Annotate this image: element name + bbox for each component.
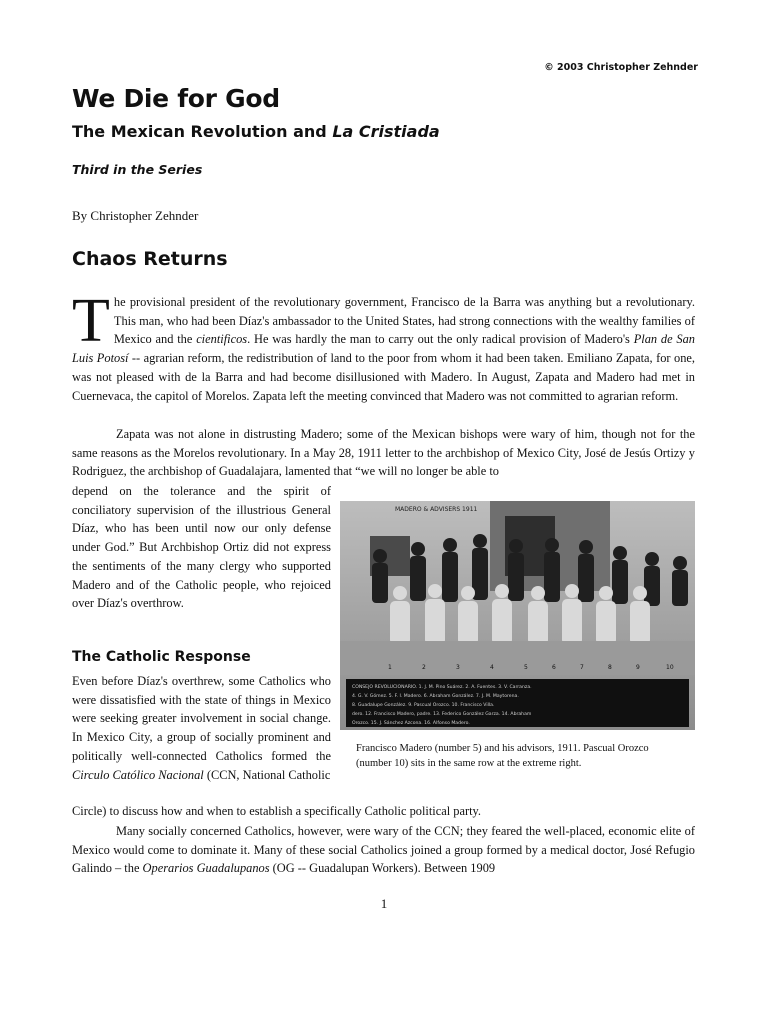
paragraph-1 (72, 287, 696, 405)
p1-text-a: he provisional president of the revolutionary government, Francisco de la Barra was anything but a revolutionary. This man, who had been Díaz's ambassador to the United States, had strong connections with the wealthy families of Mexico and the (113, 295, 695, 347)
p4-text-b: (OG -- Guadalupan Workers). Between 1909 (269, 861, 496, 876)
page-title: We Die for God (72, 84, 280, 113)
row-number-6: 6 (552, 664, 556, 671)
p1-italic-b: Plan de San Luis Potosí (72, 332, 696, 366)
page-subtitle (72, 122, 440, 141)
paragraph-2-full: Zapata was not alone in distrusting Madero; some of the Mexican bishops were wary of him, though not for the same reasons as the Morelos revolutionary. In a May 28, 1911 letter to the archbishop of Mexico City, José de Jesús Ortizy y Rodriguez, the archbishop of Guadalajara, lamented that “we will no longer be able to (72, 427, 695, 479)
historical-photo (340, 501, 695, 730)
page-number: 1 (380, 896, 388, 911)
plate-line-3: 8. Guadalupe González. 9. Pascual Orozco. 10. Francisco Villa. (352, 703, 495, 708)
row-number-7: 7 (580, 664, 584, 671)
copyright-notice: © 2003 Christopher Zehnder (544, 62, 698, 73)
p3-text-b: (CCN, National Catholic (203, 767, 331, 782)
byline: By Christopher Zehnder (72, 208, 199, 223)
plate-line-2: 4. G. V. Gómez. 5. F. I. Madero. 6. Abraham González. 7. J. M. Maytorena. (352, 694, 519, 699)
section-heading-chaos-returns: Chaos Returns (72, 248, 228, 270)
row-number-3: 3 (456, 664, 460, 671)
subtitle-plain: The Mexican Revolution and (72, 122, 333, 141)
row-number-2: 2 (422, 664, 426, 671)
photo-handwritten-label: MADERO & ADVISERS 1911 (395, 506, 478, 513)
paragraph-4 (72, 822, 695, 878)
p3-text-a: Even before Díaz's overthrew, some Catholics who were dissatisfied with the state of things in Mexico were seeking greater involvement in social change. In Mexico City, a group of socially prominent and politically well-connected Catholics formed the (72, 674, 331, 763)
row-number-5: 5 (524, 664, 528, 671)
p4-italic-a: Operarios Guadalupanos (142, 861, 270, 876)
plate-line-5: Orozco. 15. J. Sánchez Azcona. 16. Alfonso Madero. (352, 721, 470, 726)
p1-italic-a: cientificos (196, 332, 248, 347)
section-heading-catholic-response: The Catholic Response (72, 649, 251, 665)
plate-line-1: CONSEJO REVOLUCIONARIO. 1. J. M. Pino Suárez. 2. A. Fuentes. 3. V. Carranza. (352, 685, 532, 690)
p1-text-b: . He was hardly the man to carry out the only radical provision of Madero's (247, 332, 634, 347)
paragraph-3 (72, 672, 331, 784)
row-number-1: 1 (388, 664, 392, 671)
row-number-4: 4 (490, 664, 494, 671)
p4-text-a: Many socially concerned Catholics, however, were wary of the CCN; they feared the well-placed, economic elite of Mexico would come to dominate it. Many of these social Catholics joined a group formed by a medical doctor, José Refugio Galindo – the (72, 824, 695, 876)
paragraph-3-tail: Circle) to discuss how and when to establish a specifically Catholic political party. (72, 804, 482, 818)
paragraph-2-column: depend on the tolerance and the spirit of conciliatory supervision of the illustrious General Díaz, who has been until now our only defense under God.” But Archbishop Ortiz did not express the sentiments of the many clergy who supported Madero and of the Catholic people, who rejoiced over Díaz's overthrow. (72, 484, 331, 611)
plate-line-4: dero. 12. Francisco Madero, padre. 13. Federico González Garza. 14. Abraham (352, 712, 532, 717)
row-number-10: 10 (666, 664, 674, 671)
group-photo-illustration (340, 501, 695, 730)
subtitle-italic: La Cristiada (332, 122, 440, 141)
p1-text-c: -- agrarian reform, the redistribution of land to the poor from whom it had been taken. Emiliano Zapata, for one, was not pleased with de la Barra and had become disillusioned with Madero. In August, Zapata and Madero had met in Cuernevaca, the capitol of Morelos. Zapata left the meeting convinced that Madero was not committed to agrarian reform. (72, 351, 695, 403)
row-number-9: 9 (636, 664, 640, 671)
drop-cap: T (72, 287, 110, 355)
photo-caption: Francisco Madero (number 5) and his advisors, 1911. Pascual Orozco (number 10) sits in the same row at the extreme right. (356, 743, 649, 769)
p3-italic-a: Circulo Católico Nacional (72, 767, 204, 782)
series-label: Third in the Series (72, 162, 203, 177)
row-number-8: 8 (608, 664, 612, 671)
